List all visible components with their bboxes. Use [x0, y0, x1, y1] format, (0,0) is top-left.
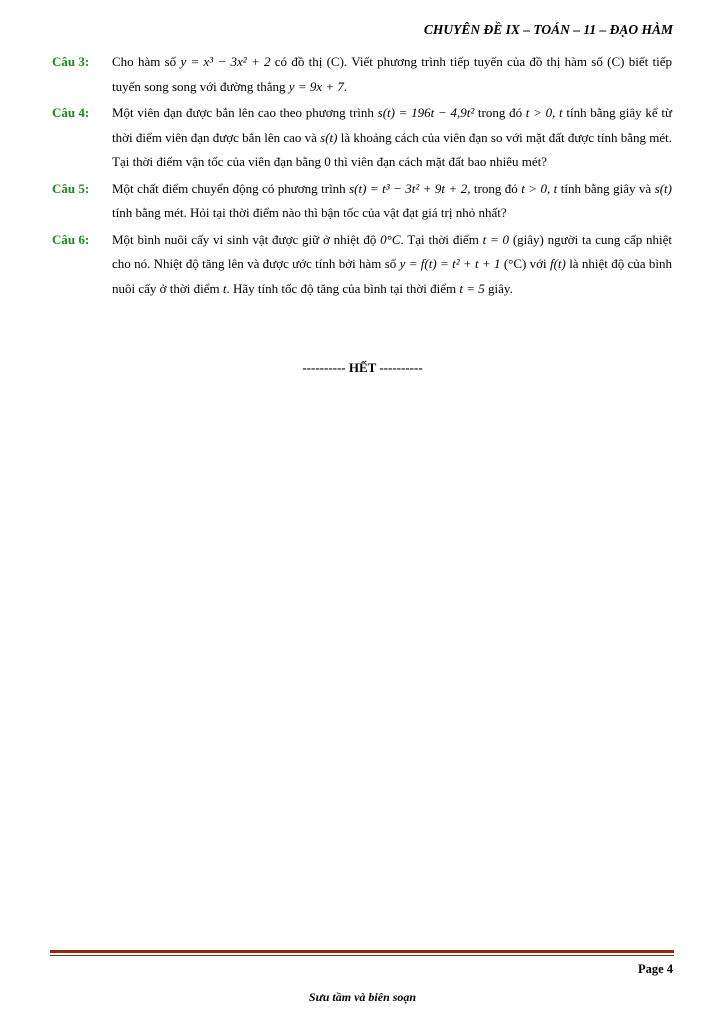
math-expression: s(t) = t³ − 3t² + 9t + 2: [349, 180, 468, 196]
footer-rule-thin: [50, 955, 674, 956]
text-segment: giây.: [484, 280, 513, 296]
question-text: [112, 101, 672, 175]
math-expression: s(t): [654, 180, 672, 196]
question-6: [52, 228, 672, 302]
math-expression: y = f(t) = t² + t + 1: [399, 256, 501, 271]
text-segment: trong đó: [474, 105, 526, 120]
question-list: [52, 50, 672, 303]
math-expression: t > 0, t: [525, 105, 563, 120]
footer-credit: Sưu tầm và biên soạn: [308, 990, 417, 1004]
page-number: Page 4: [637, 962, 673, 976]
question-5: [52, 177, 672, 226]
text-segment: tính bằng giây kể từ thời điểm viên đạn được bắn lên cao và: [112, 105, 672, 145]
footer-rule-thick: [50, 950, 674, 953]
question-label: Câu 5:: [52, 180, 90, 196]
text-segment: .: [343, 78, 348, 94]
text-segment: là khoảng cách của viên đạn so với mặt đất được tính bằng mét. Tại thời điểm vận tốc của viên đạn bằng 0 thì viên đạn cách mặt đất bao nhiêu mét?: [112, 129, 673, 169]
text-segment: là nhiệt độ của bình nuôi cấy ở thời điểm: [112, 256, 672, 296]
math-expression: t = 0: [482, 231, 510, 247]
text-segment: Một viên đạn được bắn lên cao theo phương trình: [112, 105, 378, 120]
text-segment: tính bằng giây và: [557, 180, 655, 196]
text-segment: (°C) với: [500, 256, 550, 271]
question-text: [112, 228, 672, 302]
math-expression: y = x³ − 3x² + 2: [180, 54, 271, 69]
question-3: [52, 50, 672, 99]
question-label: Câu 4:: [52, 105, 90, 120]
text-segment: . Tại thời điểm: [400, 231, 483, 247]
page-header-title: CHUYÊN ĐỀ IX – TOÁN – 11 – ĐẠO HÀM: [423, 22, 673, 37]
text-segment: Một chất điểm chuyển động có phương trình: [112, 180, 350, 196]
math-expression: s(t): [320, 129, 338, 145]
text-segment: , trong đó: [467, 180, 522, 196]
text-segment: có đồ thị (C). Viết phương trình tiếp tuyến của đồ thị hàm số (C) biết tiếp tuyến song song với đường thẳng: [112, 54, 672, 94]
question-text: [112, 177, 672, 226]
question-4: [52, 101, 672, 175]
math-expression: t > 0, t: [521, 180, 558, 196]
text-segment: Cho hàm số: [112, 54, 181, 69]
question-label: Câu 3:: [52, 54, 90, 69]
math-expression: t = 5: [459, 280, 485, 296]
math-expression: s(t) = 196t − 4,9t²: [377, 105, 475, 120]
math-expression: y = 9x + 7: [288, 78, 344, 94]
text-segment: Một bình nuôi cấy vi sinh vật được giữ ở nhiệt độ: [112, 231, 381, 247]
question-label: Câu 6:: [52, 231, 90, 247]
text-segment: (giây) người ta cung cấp nhiệt cho nó. Nhiệt độ tăng lên và được ước tính bởi hàm số: [112, 231, 672, 271]
math-expression: t: [222, 280, 227, 296]
math-expression: 0°C: [380, 231, 401, 247]
text-segment: . Hãy tính tốc độ tăng của bình tại thời điểm: [226, 280, 460, 296]
end-of-section-mark: ---------- HẾT ----------: [302, 360, 423, 375]
question-text: [112, 50, 672, 99]
text-segment: tính bằng mét. Hỏi tại thời điểm nào thì bận tốc của vật đạt giá trị nhỏ nhất?: [112, 205, 507, 220]
math-expression: f(t): [549, 256, 566, 271]
